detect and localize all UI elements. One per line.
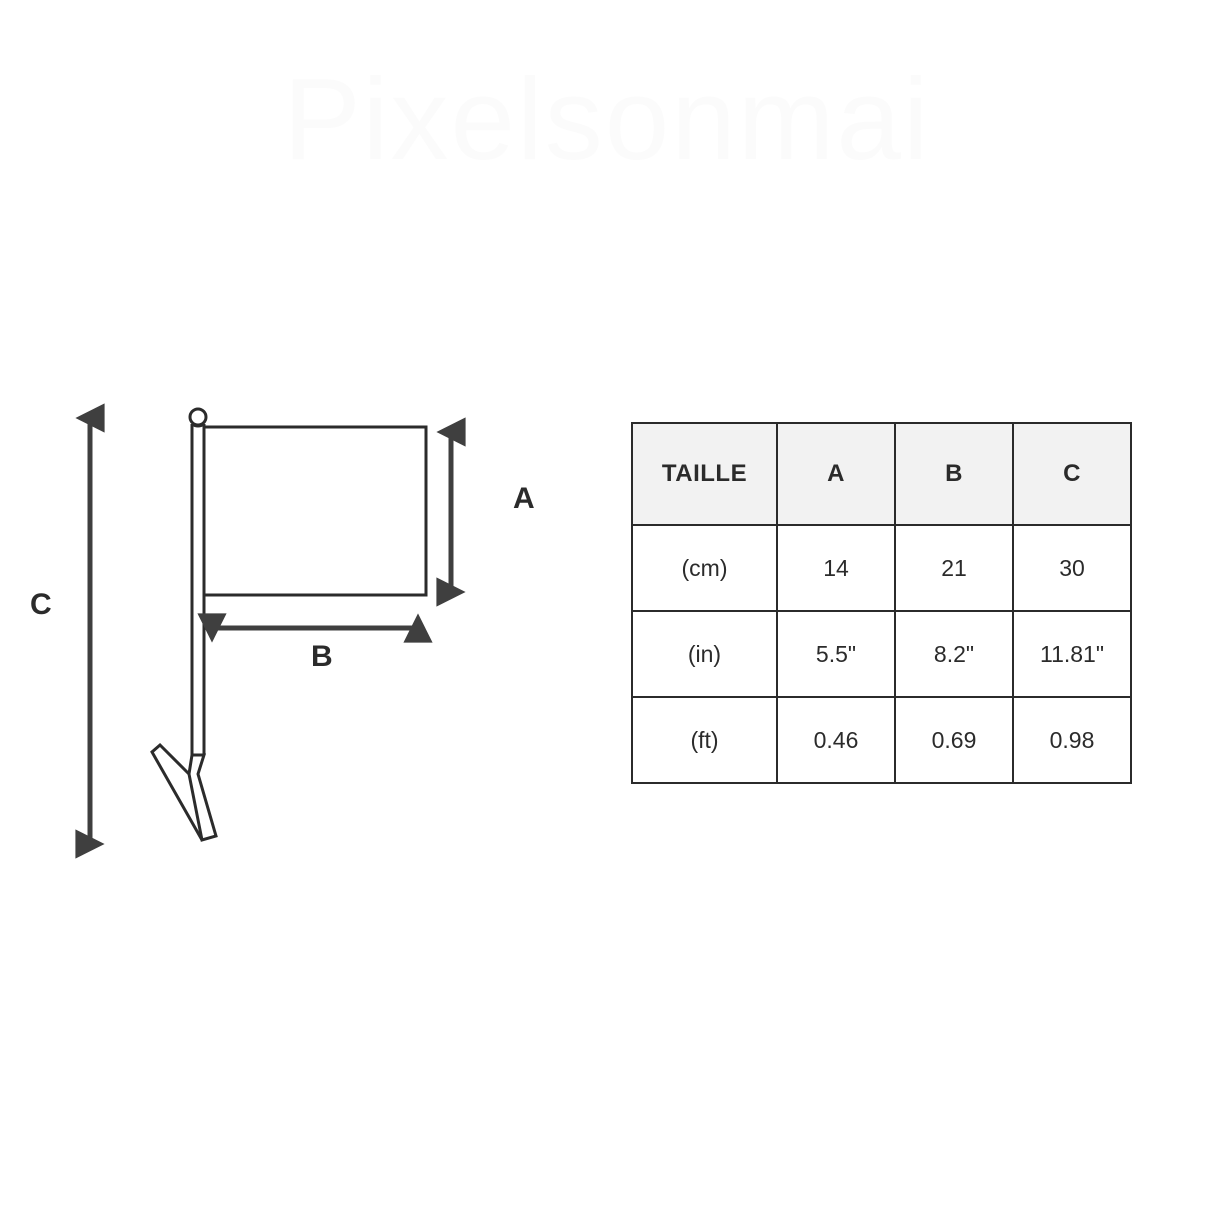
flag-cloth [204,427,426,595]
cell-a: 5.5" [777,611,895,697]
cell-b: 8.2" [895,611,1013,697]
table-row [632,697,1131,783]
table-row [632,525,1131,611]
product-dimension-diagram [40,370,600,890]
dimension-label-c: C [30,588,52,621]
cell-a: 0.46 [777,697,895,783]
table-header-c: C [1013,423,1131,525]
table-header-a: A [777,423,895,525]
size-chart-table [631,422,1132,784]
cell-c: 0.98 [1013,697,1131,783]
cell-a: 14 [777,525,895,611]
row-unit-label: (ft) [632,697,777,783]
table-header-row [632,423,1131,525]
cell-c: 30 [1013,525,1131,611]
table-header-b: B [895,423,1013,525]
dimension-label-a: A [513,482,535,515]
row-unit-label: (in) [632,611,777,697]
table-header-taille: TAILLE [632,423,777,525]
cell-b: 0.69 [895,697,1013,783]
cell-b: 21 [895,525,1013,611]
watermark-text: Pixelsonmai [283,54,931,184]
dimension-label-b: B [311,640,333,673]
row-unit-label: (cm) [632,525,777,611]
table-row [632,611,1131,697]
window-clip [152,745,216,840]
cell-c: 11.81" [1013,611,1131,697]
